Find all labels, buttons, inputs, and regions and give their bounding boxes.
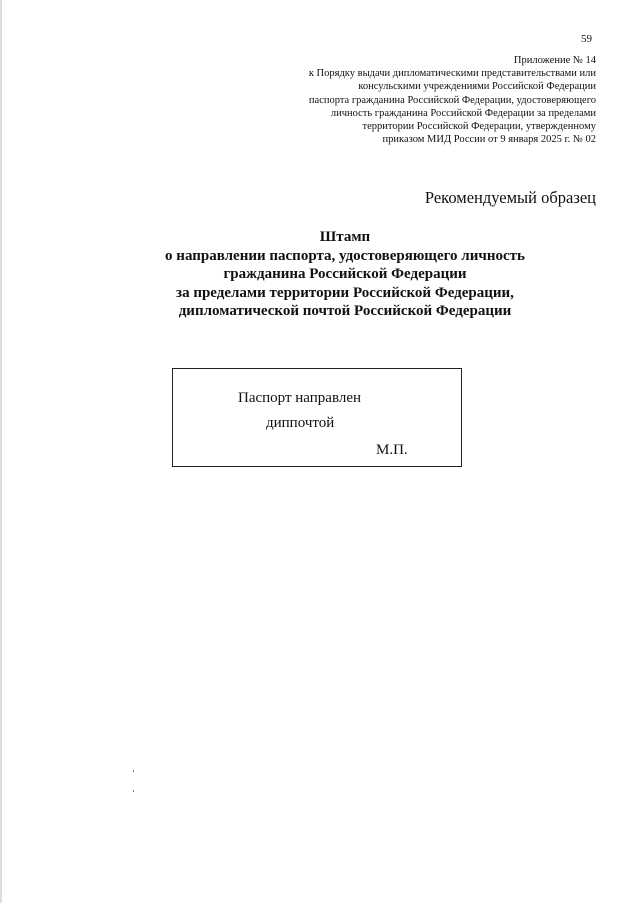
appendix-line: Приложение № 14 <box>513 55 596 66</box>
appendix-line: консульскими учреждениями Российской Федерации <box>358 81 596 93</box>
appendix-line: личность гражданина Российской Федерации за пределами <box>330 107 596 119</box>
appendix-line: паспорта гражданина Российской Федерации, удостоверяющего <box>308 94 596 106</box>
appendix-reference <box>256 54 596 146</box>
title-line: Штамп <box>319 229 371 245</box>
title-line: за пределами территории Российской Федерации, <box>176 284 514 301</box>
scan-speck <box>133 790 134 792</box>
scan-edge <box>0 0 2 903</box>
title-line: дипломатической почтой Российской Федерации <box>178 303 512 319</box>
appendix-line: территории Российской Федерации, утвержденному <box>362 121 596 133</box>
title-line: о направлении паспорта, удостоверяющего личность <box>165 247 525 264</box>
page-number: 59 <box>581 33 592 45</box>
appendix-line: к Порядку выдачи дипломатическими представительствами или <box>308 68 596 80</box>
document-title <box>0 228 640 321</box>
stamp-seal-mark: М.П. <box>376 442 408 458</box>
stamp-text-diplomatic-mail: диппочтой <box>266 415 335 431</box>
title-line: гражданина Российской Федерации <box>223 266 467 282</box>
appendix-line: приказом МИД России от 9 января 2025 г. № 02 <box>382 134 596 146</box>
stamp-box <box>172 368 462 467</box>
stamp-text-passport-sent: Паспорт направлен <box>238 390 362 406</box>
scan-speck <box>133 770 134 772</box>
sample-label: Рекомендуемый образец <box>424 188 596 207</box>
